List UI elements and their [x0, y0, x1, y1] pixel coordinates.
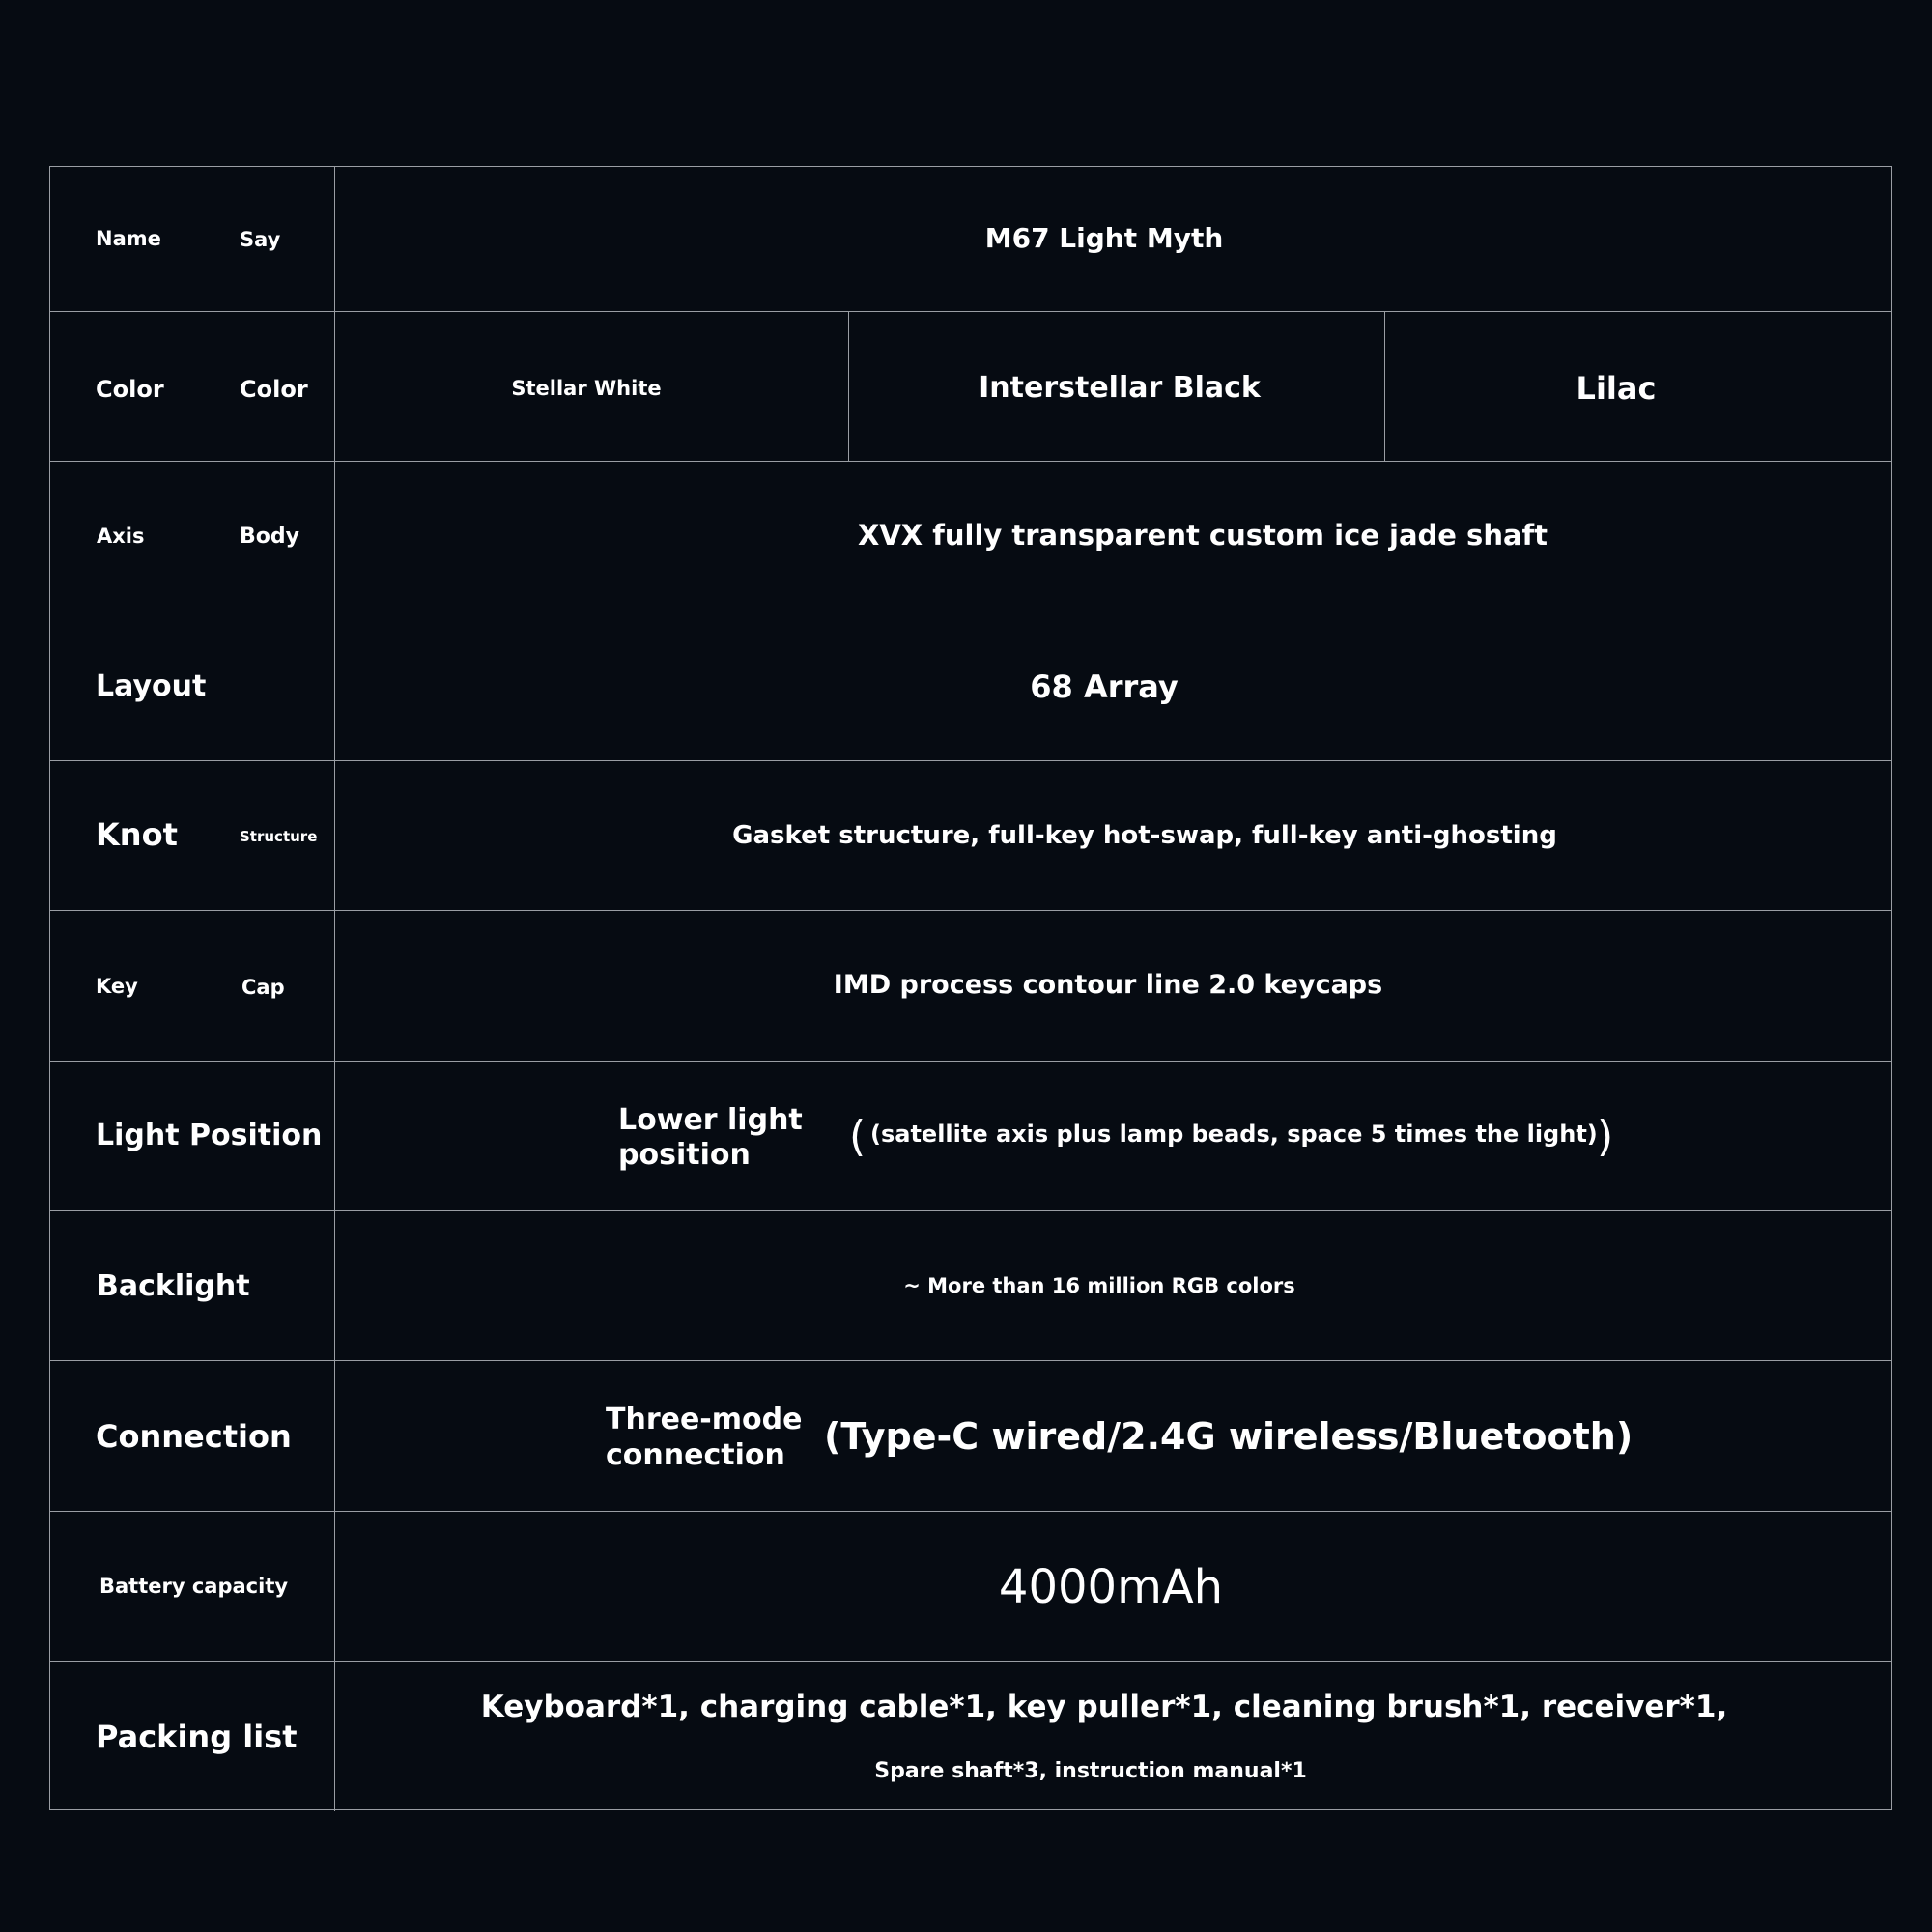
light-position-open-paren: ( [849, 1112, 867, 1161]
backlight-value: ~ More than 16 million RGB colors [903, 1274, 1295, 1297]
label-name: Name [96, 227, 161, 250]
connection-line2: connection [606, 1438, 785, 1472]
value-cell [335, 312, 1891, 461]
row-connection [50, 1361, 1891, 1512]
packing-line2: Spare shaft*3, instruction manual*1 [874, 1759, 1307, 1783]
row-keycap [50, 911, 1891, 1062]
label-cell [50, 1211, 335, 1360]
label-key: Key [96, 975, 138, 998]
row-color [50, 312, 1891, 462]
packing-line1: Keyboard*1, charging cable*1, key puller*1, cleaning brush*1, receiver*1, [480, 1690, 1728, 1724]
label-layout: Layout [96, 669, 207, 703]
battery-value: 4000mAh [998, 1560, 1224, 1614]
label-cell [50, 761, 335, 910]
value-cell [335, 1062, 1891, 1210]
label-battery: Battery capacity [99, 1575, 289, 1598]
light-position-line2: position [618, 1138, 751, 1172]
label-cell [50, 1512, 335, 1661]
row-battery [50, 1512, 1891, 1662]
row-structure [50, 761, 1891, 911]
row-layout [50, 611, 1891, 761]
label-backlight: Backlight [97, 1269, 250, 1303]
value-cell [335, 761, 1891, 910]
color-option-label: Lilac [1576, 370, 1657, 407]
label-cell [50, 911, 335, 1061]
connection-line1: Three-mode [606, 1403, 803, 1436]
label-structure: Structure [240, 828, 318, 845]
label-packing-list: Packing list [96, 1719, 298, 1755]
label-cell [50, 611, 335, 760]
label-cell [50, 462, 335, 611]
row-backlight [50, 1211, 1891, 1361]
value-cell [335, 611, 1891, 760]
row-light-position [50, 1062, 1891, 1211]
color-option-stellar-white [335, 312, 849, 461]
color-option-label: Stellar White [511, 377, 662, 400]
spec-table [49, 166, 1892, 1810]
label-color-b: Color [240, 376, 308, 403]
structure-value: Gasket structure, full-key hot-swap, full-key anti-ghosting [732, 821, 1557, 850]
layout-value: 68 Array [1030, 668, 1179, 705]
color-option-lilac [1385, 312, 1891, 461]
label-knot: Knot [96, 816, 178, 853]
value-cell [335, 1662, 1891, 1811]
value-cell [335, 462, 1891, 611]
light-position-close-paren: ) [1597, 1112, 1614, 1161]
value-cell [335, 1361, 1891, 1511]
row-axis [50, 462, 1891, 611]
light-position-line1: Lower light [618, 1103, 803, 1137]
label-cap: Cap [242, 976, 285, 999]
product-name: M67 Light Myth [984, 222, 1224, 254]
axis-value: XVX fully transparent custom ice jade shaft [857, 519, 1548, 552]
label-connection: Connection [96, 1418, 292, 1455]
label-cell [50, 1062, 335, 1210]
keycap-value: IMD process contour line 2.0 keycaps [833, 970, 1383, 1000]
label-cell [50, 1662, 335, 1811]
value-cell [335, 1512, 1891, 1661]
row-name [50, 167, 1891, 312]
label-cell [50, 312, 335, 461]
label-body: Body [240, 525, 299, 549]
value-cell [335, 167, 1891, 311]
label-axis: Axis [97, 525, 145, 548]
value-cell [335, 1211, 1891, 1360]
label-cell [50, 167, 335, 311]
value-cell [335, 911, 1891, 1061]
connection-detail: (Type-C wired/2.4G wireless/Bluetooth) [824, 1415, 1634, 1458]
color-option-interstellar-black [849, 312, 1385, 461]
row-packing-list [50, 1662, 1891, 1811]
label-color-a: Color [96, 376, 164, 403]
light-position-detail: (satellite axis plus lamp beads, space 5 times the light) [870, 1121, 1598, 1148]
label-say: Say [240, 228, 281, 251]
label-cell [50, 1361, 335, 1511]
label-light-position: Light Position [96, 1119, 323, 1152]
color-option-label: Interstellar Black [979, 371, 1261, 405]
